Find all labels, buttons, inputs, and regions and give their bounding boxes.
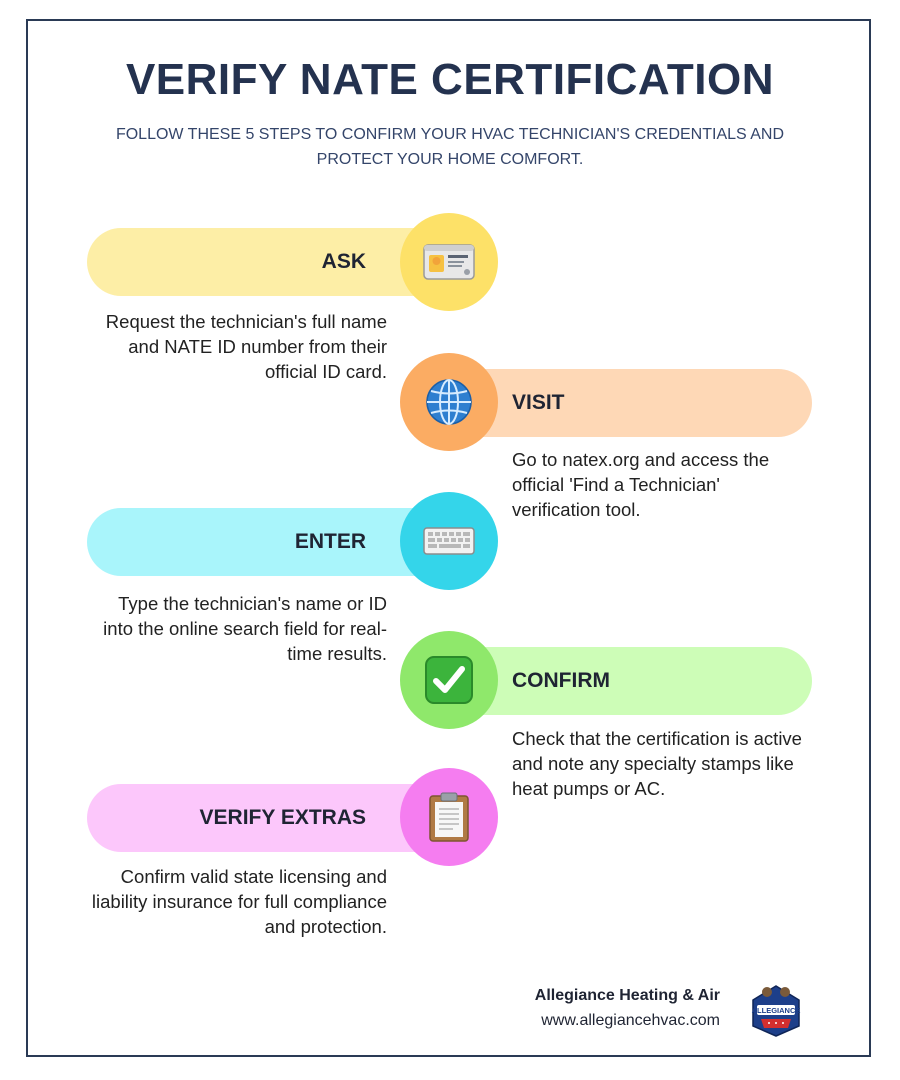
step-ask-description: Request the technician's full name and NATE ID number from their official ID card. <box>105 311 387 382</box>
step-visit-description: Go to natex.org and access the official 'Find a Technician' verification tool. <box>512 449 770 520</box>
step-verify-extras-description: Confirm valid state licensing and liability insurance for full compliance and protection. <box>91 866 387 937</box>
page-title: VERIFY NATE CERTIFICATION <box>125 55 775 104</box>
step-enter-description: Type the technician's name or ID into the online search field for real-time results. <box>103 593 387 664</box>
id-card-icon <box>423 242 475 282</box>
step-verify-extras-circle <box>400 768 498 866</box>
step-visit-circle <box>400 353 498 451</box>
page-subtitle: FOLLOW THESE 5 STEPS TO CONFIRM YOUR HVAC TECHNICIAN'S CREDENTIALS AND PROTECT YOUR HOME COMFORT. <box>115 126 785 168</box>
step-confirm-label: CONFIRM <box>512 669 610 692</box>
step-confirm-circle <box>400 631 498 729</box>
company-url[interactable]: www.allegiancehvac.com <box>541 1012 720 1029</box>
clipboard-icon <box>428 791 470 843</box>
step-visit-label: VISIT <box>512 391 565 414</box>
keyboard-icon <box>423 526 475 556</box>
step-verify-extras-label: VERIFY EXTRAS <box>199 806 366 829</box>
step-ask-label: ASK <box>321 250 366 273</box>
step-enter-circle <box>400 492 498 590</box>
step-enter-label: ENTER <box>294 530 366 553</box>
allegiance-logo <box>745 978 807 1040</box>
step-ask-circle <box>400 213 498 311</box>
globe-icon <box>424 377 474 427</box>
step-confirm-description: Check that the certification is active and note any specialty stamps like heat pumps or AC. <box>512 728 802 799</box>
company-name: Allegiance Heating & Air <box>534 987 720 1004</box>
check-mark-button-icon <box>424 655 474 705</box>
logo-text: ALLEGIANCE <box>751 1006 801 1015</box>
